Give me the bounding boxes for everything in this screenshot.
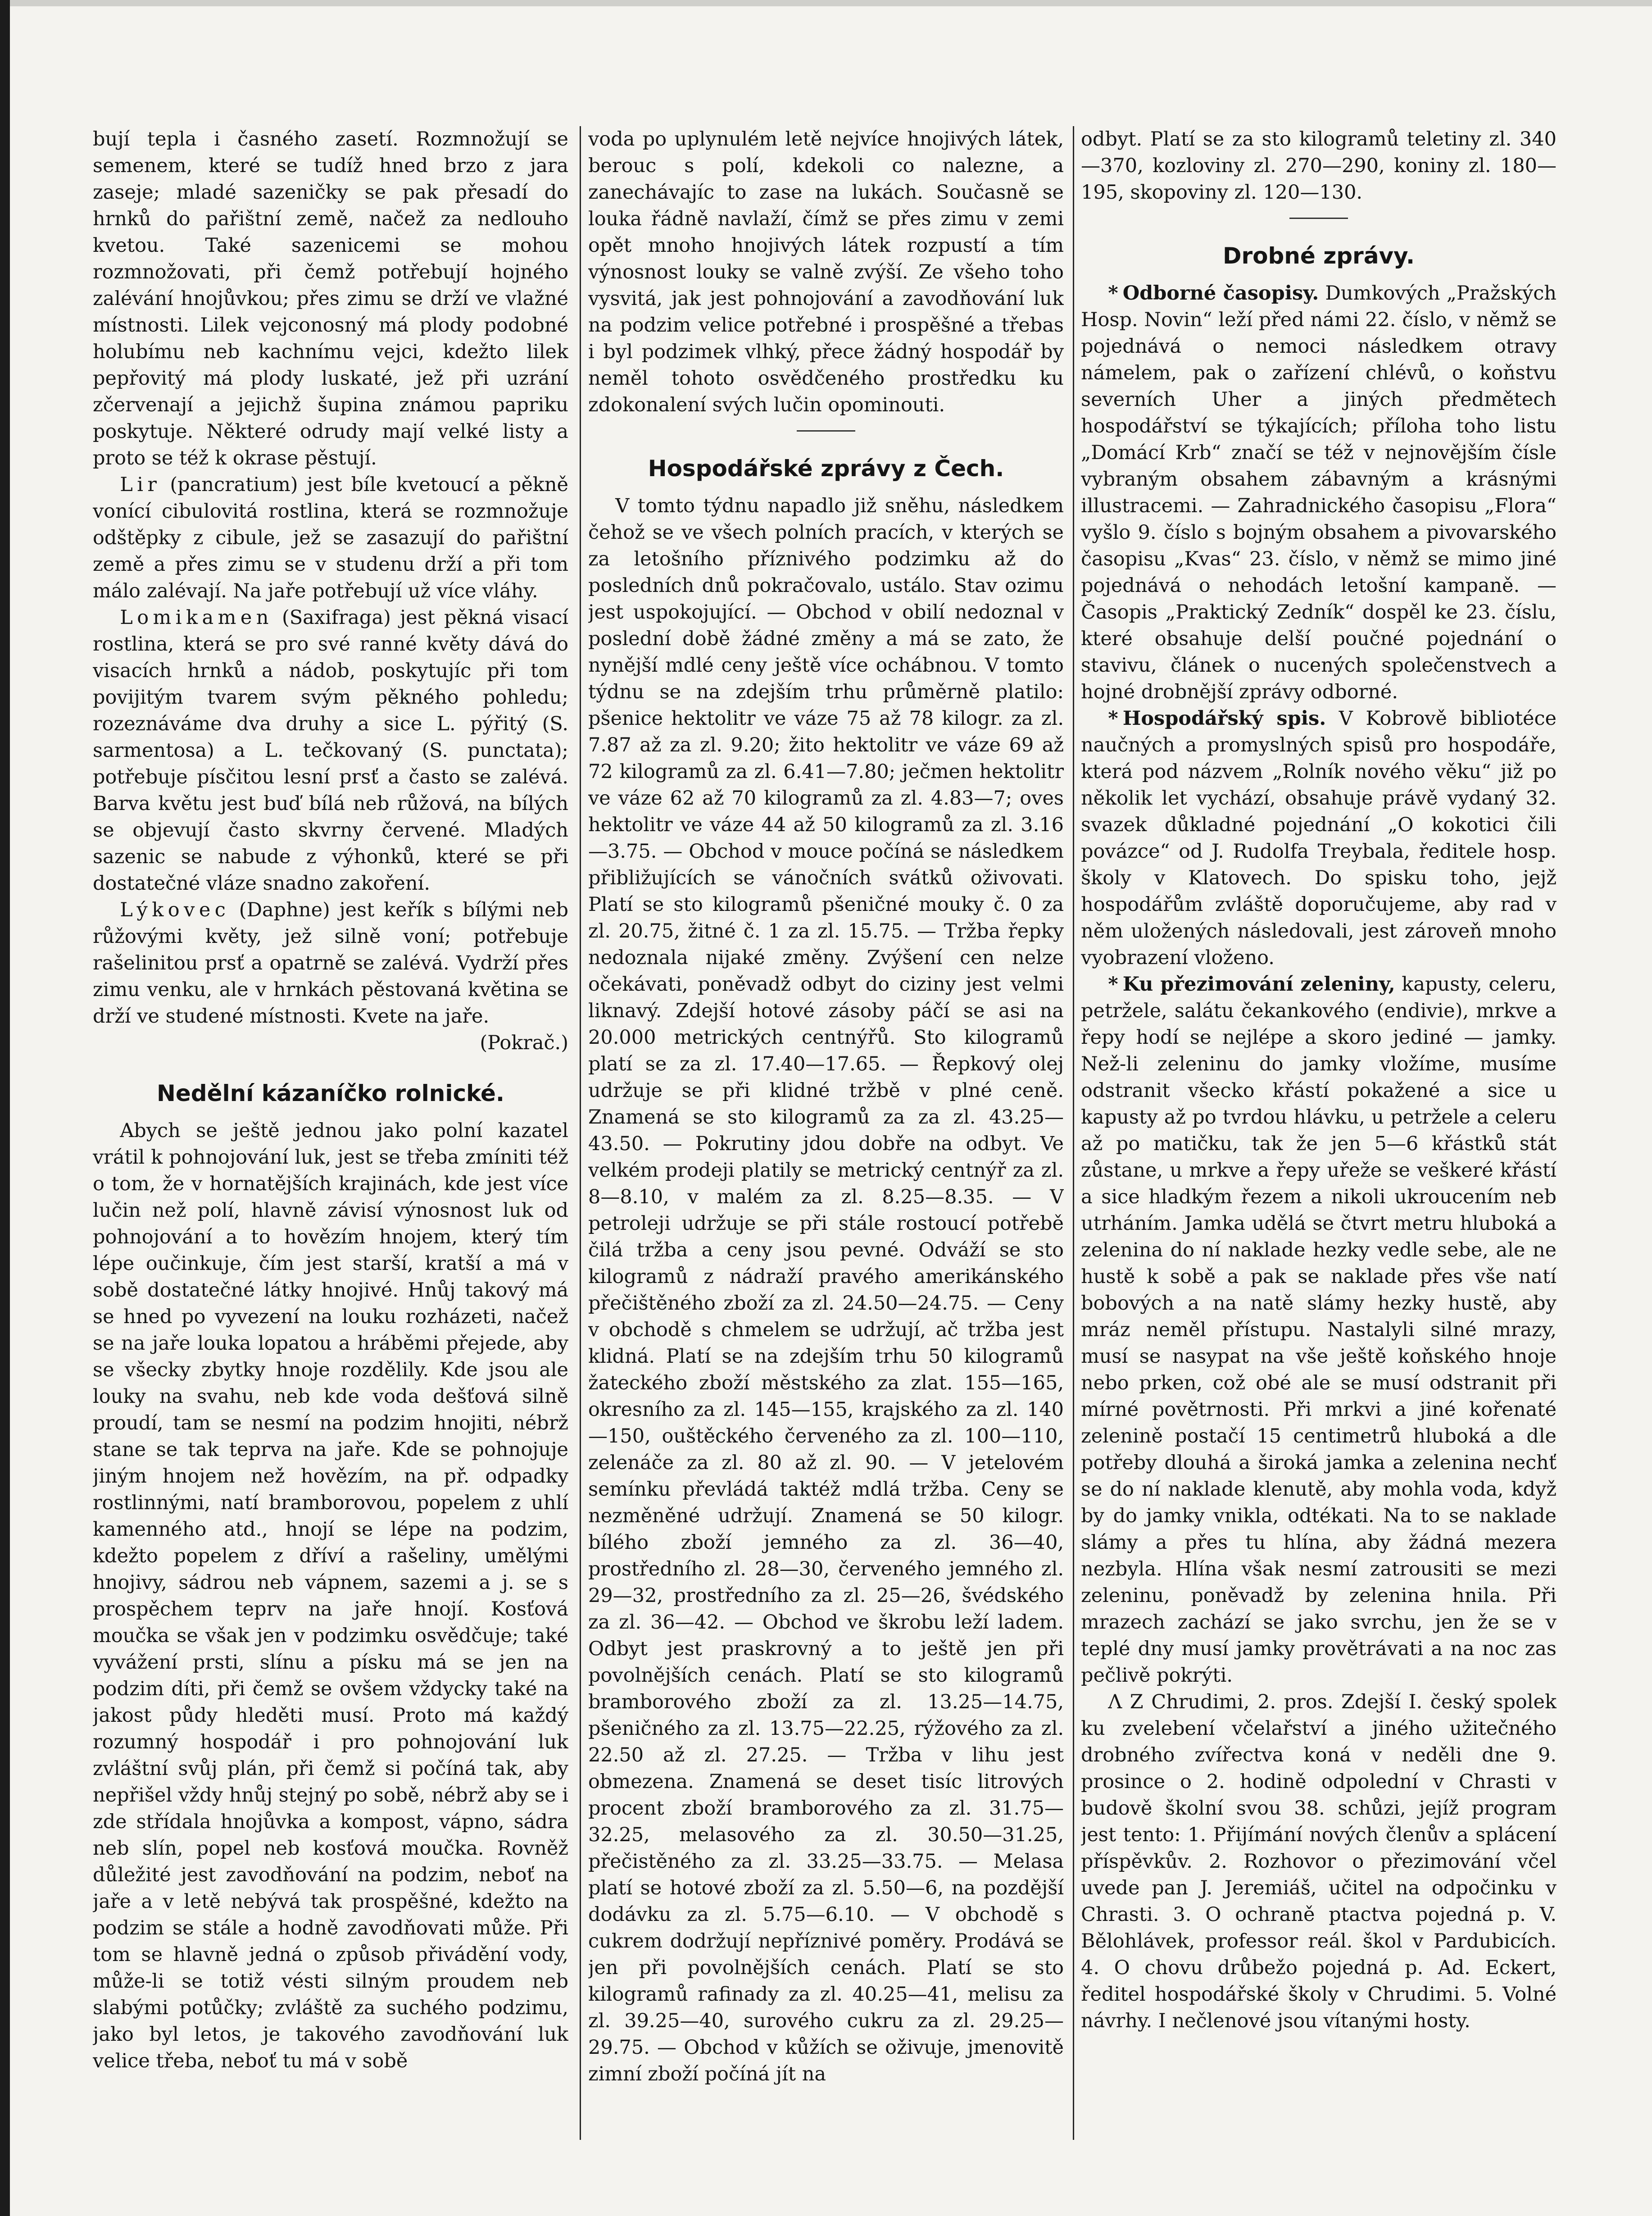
lykovec-text: (Daphne) jest keřík s bílými neb růžovými květy, jež silně voní; potřebuje rašelinitou prsť a opatrně se zalévá. Vydrží přes zimu venku, ale v hrnkách pěstovaná květina se drží ve studené místnosti. Kvete na jaře. xyxy=(93,899,568,1028)
kazanicko-continued: voda po uplynulém letě nejvíce hnojivých látek, berouc s polí, kdekoli co nalezne, a zanechávajíc to zase na lukách. Současně se louka řádně navlaží, čímž se přes zimu v zemi opět mnoho hnojivých látek rozpustí a tím výnosnost louky se valně zvýší. Ze všeho toho vysvitá, jak jest pohnojování a zavodňování luk na podzim velice potřebné i prospěšné a třebas i byl podzimek vlhký, přece žádný hospodář by neměl tohoto osvědčeného prostředku ku zdokonalení svých lučin opominouti. xyxy=(588,128,1064,416)
bullet-asterisk-icon: * xyxy=(1108,707,1118,730)
scan-top-edge xyxy=(0,0,1652,6)
news-item-title: * Odborné časopisy. xyxy=(1108,282,1319,305)
lir-text: (pancratium) jest bíle kvetoucí a pěkně vonící cibulovitá rostlina, která se rozmnožuje odštěpky z cibule, jež se zasazují do pařištní země a přes zimu se v studenu drží a při tom málo zalévají. Na jaře potřebují už více vláhy. xyxy=(93,473,568,602)
scan-left-edge xyxy=(0,0,10,2216)
lilek-paragraph: bují tepla i časného zasetí. Rozmnožují se semenem, které se tudíž hned brzo z jara zaseje; mladé sazeničky se pak přesadí do hrnků do pařištní země, načež za nedlouho kvetou. Také sazenicemi se mohou rozmnožovati, při čemž potřebují hojného zalévání hnojůvkou; přes zimu se drží ve vlažné místnosti. Lilek vejconosný má plody podobné holubímu neb kachnímu vejci, kdežto lilek pepřovitý má plody luskaté, jež při uzrání zčervenají a jejichž šupina známou papriku poskytuje. Některé odrudy mají velké listy a proto se též k okrase pěstují. xyxy=(93,128,568,469)
heading-zpravy: Hospodářské zprávy z Čech. xyxy=(648,455,1004,482)
news-item-text: V Kobrově bibliotéce naučných a promyslných spisů pro hospodáře, která pod názvem „Rolník nového věku“ již po několik let vychází, obsahuje právě vydaný 32. svazek důkladné pojednání „O kokotici čili povázce“ od J. Rudolfa Treybala, ředitele hosp. školy v Klatovech. Do spisku toho, jejž hospodářům zvláště doporučujeme, aby rad v něm uložených následovali, jest zároveň mnoho vyobrazení vloženo. xyxy=(1081,707,1557,969)
column-2 xyxy=(588,126,1064,2162)
section-separator xyxy=(1289,218,1348,219)
column-divider-1 xyxy=(580,126,581,2140)
lir-paragraph xyxy=(93,472,568,605)
to-be-continued: (Pokrač.) xyxy=(480,1032,568,1054)
lomikamen-text: (Saxifraga) jest pěkná visací rostlina, která se pro své ranné květy dává do visacích hrnků a nádob, poskytujíc při tom povijitým tvarem svým pěkného pohledu; rozeznáváme dva druhy a sice L. pýřitý (S. sarmentosa) a L. tečkovaný (S. punctata); potřebuje písčitou lesní prsť a často se zalévá. Barva květu jest buď bílá neb růžová, na bílých se objevují často skvrny červené. Mladých sazenic se nabude z výhonků, které se při dostatečné vláze snadno zakoření. xyxy=(93,606,568,895)
column-divider-2 xyxy=(1073,126,1074,2140)
lir-name: Lir xyxy=(120,473,161,496)
news-item-spis xyxy=(1081,705,1557,971)
column-3 xyxy=(1081,126,1557,2162)
lomikamen-paragraph xyxy=(93,605,568,897)
news-item-title: * Hospodářský spis. xyxy=(1108,707,1326,730)
section-separator xyxy=(797,430,855,432)
news-item-title: * Ku přezimování zeleniny, xyxy=(1108,973,1395,996)
heading-drobne: Drobné zprávy. xyxy=(1222,243,1415,269)
zpravy-paragraph: V tomto týdnu napadlo již sněhu, následkem čehož se ve všech polních pracích, v kterých se za letošního příznivého podzimku až do posledních dnů pokračovalo, ustálo. Stav ozimu jest uspokojující. — Obchod v obilí nedoznal v poslední době žádné změny a má se zato, že nynější mdlé ceny ještě více ochábnou. V tomto týdnu se na zdejším trhu průměrně platilo: pšenice hektolitr ve váze 75 až 78 kilogr. za zl. 7.87 až za zl. 9.20; žito hektolitr ve váze 69 až 72 kilogramů za zl. 6.41—7.80; ječmen hektolitr ve váze 62 až 70 kilogramů za zl. 4.83—7; oves hektolitr ve váze 44 až 50 kilogramů za zl. 3.16—3.75. — Obchod v mouce počíná se následkem přibližujících se vánočních svátků oživovati. Platí se sto kilogramů pšeničné mouky č. 0 za zl. 20.75, žitné č. 1 za zl. 15.75. — Tržba řepky nedoznala nijaké změny. Zvýšení cen nelze očekávati, poněvadž odbyt do ciziny jest velmi liknavý. Zdejší hotové zásoby páčí se asi na 20.000 metrických centnýřů. Sto kilogramů platí se za zl. 17.40—17.65. — Řepkový olej udržuje se při klidné tržbě v plné ceně. Znamená se sto kilogramů za za zl. 43.25—43.50. — Pokrutiny jdou dobře na odbyt. Ve velkém prodeji platily se metrický centnýř za zl. 8—8.10, v malém za zl. 8.25—8.35. — V petroleji udržuje se při stále rostoucí potřebě čilá tržba a ceny jsou pevné. Odváží se sto kilogramů z nádraží pravého amerikánského přečištěného zboží za zl. 24.50—24.75. — Ceny v obchodě s chmelem se udržují, ač tržba jest klidná. Platí se na zdejším trhu 50 kilogramů žateckého zboží městského za zlat. 155—165, okresního za zl. 145—155, krajského za zl. 140—150, ouštěckého červeného za zl. 100—110, zelenáče za zl. 80 až zl. 90. — V jetelovém semínku převládá taktéž mdlá tržba. Ceny se nezměněné udržují. Znamená se 50 kilogr. bílého zboží jemného za zl. 36—40, prostředního zl. 28—30, červeného jemného zl. 29—32, prostředního za zl. 25—26, švédského za zl. 36—42. — Obchod ve škrobu leží ladem. Odbyt jest praskrovný a to ještě jen při povolnějších cenách. Platí se sto kilogramů bramborového zboží za zl. 13.25—14.75, pšeničného za zl. 13.75—22.25, rýžového za zl. 22.50 až zl. 27.25. — Tržba v lihu jest obmezena. Znamená se deset tisíc litrových procent zboží bramborového za zl. 31.75—32.25, melasového za zl. 30.50—31.25, přečistěného za zl. 33.25—33.75. — Melasa platí se hotové zboží za zl. 5.50—6, na pozdější dodávku za zl. 5.75—6.10. — V obchodě s cukrem dodržují nepříznivé poměry. Prodává se jen při povolnějších cenách. Platí se sto kilogramů rafinady za zl. 40.25—41, melisu za zl. 39.25—40, surového cukru za zl. 29.25—29.75. — Obchod v kůžích se oživuje, jmenovitě zimní zboží počíná jít na xyxy=(588,495,1064,2085)
lomikamen-name: Lomikamen xyxy=(120,606,273,629)
bullet-asterisk-icon: * xyxy=(1108,282,1118,305)
news-item-casopisy xyxy=(1081,280,1557,705)
news-item-text: kapusty, celeru, petržele, salátu čekankového (endivie), mrkve a řepy hodí se nejlépe a skoro jediné — jamky. Než-li zeleninu do jamky vložíme, musíme odstranit všecko křástí pokažené a sice u kapusty až po tvrdou hlávku, u petržele a celeru až po matičku, tak že jen 5—6 křástků stát zůstane, u mrkve a řepy uřeže se veškeré křástí a sice hladkým řezem a nikoli ukroucením neb utrháním. Jamka udělá se čtvrt metru hluboká a zelenina do ní naklade hezky vedle sebe, ale ne hustě k sobě a pak se naklade přes vše natí bobových a na natě slámy hezky hustě, aby mráz neměl přístupu. Nastalyli silné mrazy, musí se nasypat na vše ještě koňského hnoje nebo prken, což obé ale se musí odstranit při mírné povětrnosti. Při mrkvi a jiné kořenaté zelenině postačí 15 centimetrů hluboká a dle potřeby dlouhá a široká jamka a zelenina nechť se do ní naklade klenutě, aby mohla voda, když by do jamky vnikla, odtékati. Na to se naklade slámy a přes tu hlína, aby žádná mezera nezbyla. Hlína však nesmí zatrousiti se mezi zeleninu, poněvadž by zelenina hnila. Při mrazech zachází se jako svrchu, jen že se v teplé dny musí jamky provětrávati a na noc zas pečlivě pokrýti. xyxy=(1081,973,1557,1687)
lykovec-name: Lýkovec xyxy=(120,899,230,921)
news-item-chrudim: Λ Z Chrudimi, 2. pros. Zdejší I. český spolek ku zvelebení včelařství a jiného užitečného drobného zvířectva koná v neděli dne 9. prosince o 2. hodině odpolední v Chrasti v budově školní svou 38. schůzi, jejíž program jest tento: 1. Přijímání nových členův a splácení příspěvkův. 2. Rozhovor o přezimování včel uvede pan J. Jeremiáš, učitel na odpočinku v Chrasti. 3. O ochraně ptactva pojedná p. V. Bělohlávek, professor reál. škol v Pardubicích. 4. O chovu drůbežo pojedná p. Ad. Eckert, ředitel hospodářské školy v Chrudimi. 5. Volné návrhy. I nečlenové jsou vítanými hosty. xyxy=(1081,1691,1557,2032)
lykovec-paragraph xyxy=(93,897,568,1030)
zpravy-continued: odbyt. Platí se za sto kilogramů teletiny zl. 340—370, kozloviny zl. 270—290, koniny zl. 180—195, skopoviny zl. 120—130. xyxy=(1081,128,1557,204)
news-item-zelenina xyxy=(1081,971,1557,1689)
column-1 xyxy=(93,126,568,2162)
bullet-asterisk-icon: * xyxy=(1108,973,1118,996)
heading-kazanicko: Nedělní kázaníčko rolnické. xyxy=(157,1080,504,1106)
kazanicko-paragraph: Abych se ještě jednou jako polní kazatel vrátil k pohnojování luk, jest se třeba zmíniti též o tom, že v hornatějších krajinách, kde jest více lučin než polí, hlavně závisí výnosnost luk od pohnojování a to hovězím hnojem, který tím lépe oučinkuje, čím jest starší, kratší a má v sobě dostatečné látky hnojivé. Hnůj takový má se hned po vyvezení na louku rozházeti, načež se na jaře louka lopatou a hráběmi přejede, aby se všecky zbytky hnoje rozdělily. Kde jsou ale louky na svahu, neb kde voda dešťová silně proudí, tam se nesmí na podzim hnojiti, nébrž stane se tak teprva na jaře. Kde se pohnojuje jiným hnojem než hovězím, na př. odpadky rostlinnými, natí bramborovou, popelem z uhlí kamenného atd., hnojí se lépe na podzim, kdežto popelem z dříví a rašeliny, umělými hnojivy, sádrou neb vápnem, sazemi a j. se s prospěchem teprv na jaře hnojí. Kosťová moučka se však jen v podzimku osvědčuje; také vyvážení prsti, slínu a písku má se jen na podzim díti, při čemž se ovšem vždycky také na jakost půdy hleděti musí. Proto má každý rozumný hospodář i pro pohnojování luk zvláštní svůj plán, při čemž si počíná tak, aby nepřišel vždy hnůj stejný po sobě, nébrž aby se i zde střídala hnojůvka a kompost, vápno, sádra neb slín, popel neb kosťová moučka. Rovněž důležité jest zavodňování na podzim, neboť na jaře a v letě nebývá tak prospěšné, kdežto na podzim se stále a hodně zavodňovati může. Při tom se hlavně jedná o způsob přivádění vody, může-li se totiž vésti silným proudem neb slabými potůčky; zvláště za suchého podzimu, jako byl letos, je takového zavodňování luk velice třeba, neboť tu má v sobě xyxy=(93,1119,568,2072)
news-item-text: Dumkových „Pražských Hosp. Novin“ leží před námi 22. číslo, v němž se pojednává o nemoci následkem otravy námelem, pak o zařízení chlévů, o koňstvu severních Uher a jiných předmětech hospodářství se týkajících; příloha toho listu „Domácí Krb“ značí se též v nejnovějším čísle vybraným obsahem zábavným a krásnými illustracemi. — Zahradnického časopisu „Flora“ vyšlo 9. číslo s bojným obsahem a pivovarského časopisu „Kvas“ 23. číslo, v němž se mimo jiné pojednává o nehodách letošní kampaně. — Časopis „Praktický Zedník“ dospěl ke 23. číslu, které obsahuje delší poučné pojednání o stavivu, článek o nucených společenstvech a hojné drobnější zprávy odborné. xyxy=(1081,282,1557,703)
